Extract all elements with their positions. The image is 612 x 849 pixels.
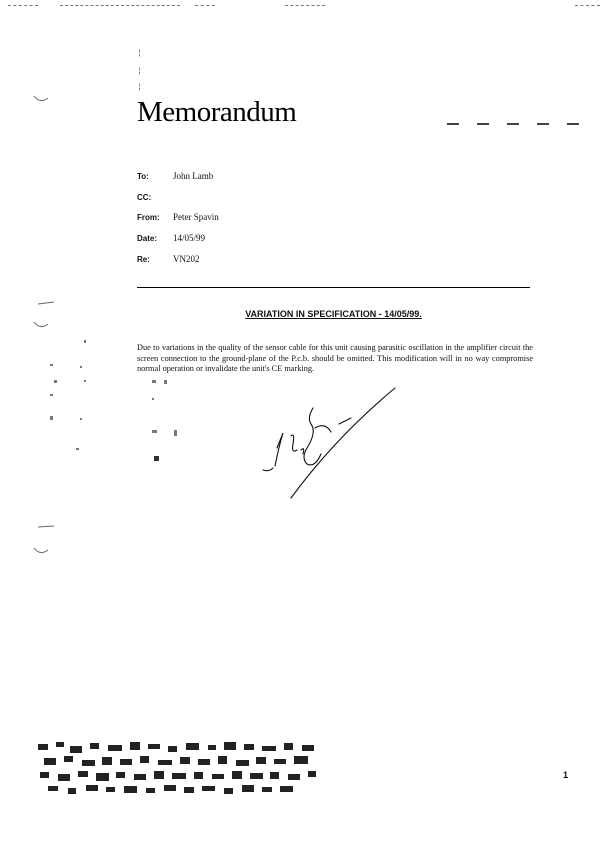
margin-mark: ¦ bbox=[138, 82, 141, 91]
memo-subject: VARIATION IN SPECIFICATION - 14/05/99. bbox=[245, 309, 422, 319]
scan-noise-strip bbox=[38, 742, 328, 797]
memo-title: Memorandum bbox=[137, 96, 297, 128]
cc-label: CC: bbox=[137, 193, 152, 202]
scan-artifact bbox=[195, 5, 215, 7]
to-label: To: bbox=[137, 172, 149, 181]
scan-artifact bbox=[8, 5, 38, 7]
page-number: 1 bbox=[563, 770, 569, 780]
date-value: 14/05/99 bbox=[173, 233, 206, 243]
to-value: John Lamb bbox=[173, 171, 214, 181]
from-label: From: bbox=[137, 213, 160, 222]
margin-mark: ¦ bbox=[138, 66, 141, 75]
re-value: VN202 bbox=[173, 254, 200, 264]
margin-mark: ¦ bbox=[138, 48, 141, 57]
header-divider bbox=[137, 287, 530, 288]
signature bbox=[255, 378, 405, 508]
from-value: Peter Spavin bbox=[173, 212, 219, 222]
scan-artifact bbox=[575, 5, 600, 7]
scan-dashes bbox=[447, 123, 579, 125]
re-label: Re: bbox=[137, 255, 150, 264]
scan-artifact bbox=[60, 5, 180, 7]
date-label: Date: bbox=[137, 234, 158, 243]
memo-body: Due to variations in the quality of the sensor cable for this unit causing parasitic oscillation in the amplifier circuit the screen connection to the ground-plane of the P.c.b. should be omitted. This modification will in no way compromise normal operation or invalidate the unit's CE marking. bbox=[137, 343, 533, 373]
scan-artifact bbox=[285, 5, 325, 7]
